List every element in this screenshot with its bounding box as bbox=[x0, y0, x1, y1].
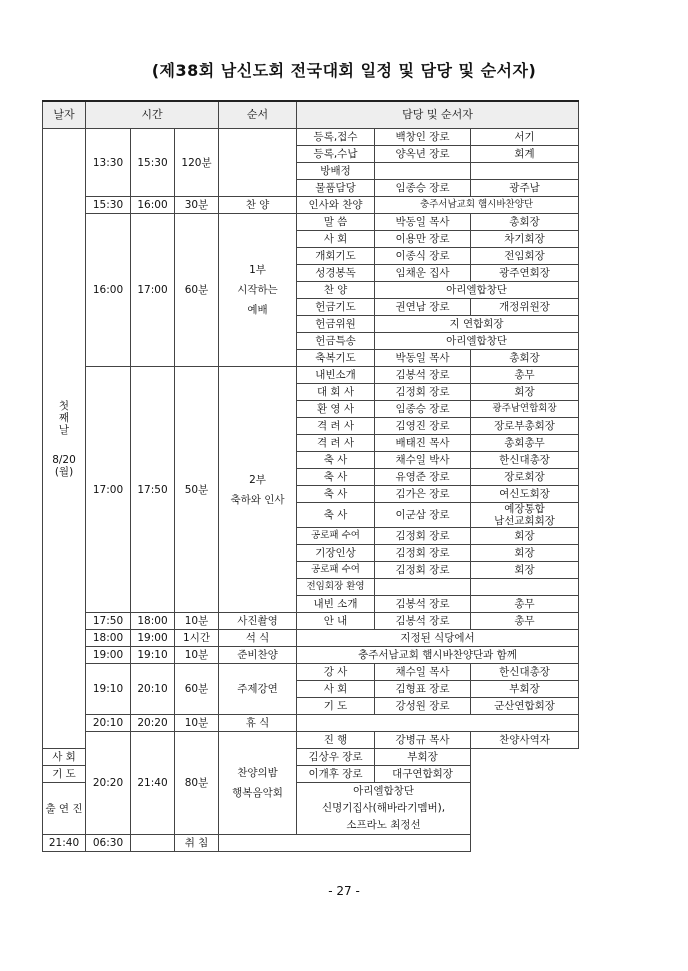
table-row: 기 도 강성원 장로 군산연합회장 bbox=[43, 698, 579, 715]
day-cell: 첫 째 날 8/20 (월) bbox=[43, 129, 86, 749]
table-row: 내빈 소개 김봉석 장로 총무 bbox=[43, 596, 579, 613]
table-row: 사 회 김형표 장로 부회장 bbox=[43, 681, 579, 698]
schedule-table-wrap bbox=[42, 100, 578, 852]
page-title: (제38회 남신도회 전국대회 일정 및 담당 및 순서자) bbox=[151, 61, 537, 80]
header-row bbox=[43, 101, 579, 129]
header-order: 순서 bbox=[219, 101, 297, 129]
greet-order-cell: 2부 축하와 인사 bbox=[219, 367, 297, 613]
table-row: 격 려 사 김영진 장로 장로부총회장 bbox=[43, 418, 579, 435]
table-row: 공로패 수여 김정회 장로 회장 bbox=[43, 562, 579, 579]
header-date: 날자 bbox=[43, 101, 86, 129]
table-row: 기장인상 김정회 장로 회장 bbox=[43, 545, 579, 562]
table-row: 등록,수납 양옥년 장로 회계 bbox=[43, 146, 579, 163]
table-row: 19:00 19:10 10분 준비찬양 충주서남교회 햄시바찬양단과 함께 bbox=[43, 647, 579, 664]
table-row: 방배정 bbox=[43, 163, 579, 180]
table-row: 격 려 사 배태진 목사 총회총무 bbox=[43, 435, 579, 452]
worship-order-cell: 1부 시작하는 예배 bbox=[219, 214, 297, 367]
table-row: 20:10 20:20 10분 휴 식 bbox=[43, 715, 579, 732]
table-row: 환 영 사 임종승 장로 광주남연합회장 bbox=[43, 401, 579, 418]
table-row: 찬 양 아리엘합창단 bbox=[43, 282, 579, 299]
table-row: 헌금위원 지 연합회장 bbox=[43, 316, 579, 333]
table-row: 축 사 채수일 박사 한신대총장 bbox=[43, 452, 579, 469]
header-time: 시간 bbox=[86, 101, 219, 129]
concert-order-cell: 찬양의밤 행복음악회 bbox=[219, 732, 297, 835]
table-row: 출 연 진 아리엘합창단 신명기집사(해바라기멤버), 소프라노 최정선 bbox=[43, 783, 579, 835]
table-row: 대 회 사 김정회 장로 회장 bbox=[43, 384, 579, 401]
table-row: 축복기도 박동일 목사 총회장 bbox=[43, 350, 579, 367]
table-row: 기 도 이개후 장로 대구연합회장 bbox=[43, 766, 579, 783]
table-row: 15:30 16:00 30분 찬 양 인사와 찬양 충주서남교회 햄시바찬양단 bbox=[43, 197, 579, 214]
table-row: 물품담당 임종승 장로 광주남 bbox=[43, 180, 579, 197]
table-row: 20:20 21:40 80분 찬양의밤 행복음악회 진 행 강병규 목사 찬양사역자 bbox=[43, 732, 579, 749]
table-row: 18:00 19:00 1시간 석 식 지정된 식당에서 bbox=[43, 630, 579, 647]
page-number: - 27 - bbox=[328, 884, 360, 898]
table-row: 축 사 유영준 장로 장로회장 bbox=[43, 469, 579, 486]
table-row: 헌금기도 권연남 장로 개정위원장 bbox=[43, 299, 579, 316]
table-row: 헌금특송 아리엘합창단 bbox=[43, 333, 579, 350]
table-row: 축 사 김가은 장로 여신도회장 bbox=[43, 486, 579, 503]
table-row: 전임회장 환영 bbox=[43, 579, 579, 596]
table-row: 17:50 18:00 10분 사진촬영 안 내 김봉석 장로 총무 bbox=[43, 613, 579, 630]
table-row: 사 회 이용만 장로 차기회장 bbox=[43, 231, 579, 248]
table-row: 21:40 06:30 취 침 bbox=[43, 835, 579, 852]
order-cell bbox=[219, 129, 297, 197]
table-row: 19:10 20:10 60분 주제강연 강 사 채수일 목사 한신대총장 bbox=[43, 664, 579, 681]
schedule-table bbox=[42, 100, 579, 852]
table-row: 17:00 17:50 50분 2부 축하와 인사 내빈소개 김봉석 장로 총무 bbox=[43, 367, 579, 384]
table-row: 첫 째 날 8/20 (월) 13:30 15:30 120분 등록,접수 백창인 장로 서기 bbox=[43, 129, 579, 146]
table-row: 사 회 김상우 장로 부회장 bbox=[43, 749, 579, 766]
table-row: 개회기도 이종식 장로 전임회장 bbox=[43, 248, 579, 265]
table-row: 16:00 17:00 60분 1부 시작하는 예배 말 씀 박동일 목사 총회장 bbox=[43, 214, 579, 231]
table-row: 공로패 수여 김정회 장로 회장 bbox=[43, 528, 579, 545]
table-row: 축 사 이군삼 장로 예장통합 남선교회회장 bbox=[43, 503, 579, 528]
header-charge: 담당 및 순서자 bbox=[297, 101, 579, 129]
table-row: 성경봉독 임채운 집사 광주연회장 bbox=[43, 265, 579, 282]
